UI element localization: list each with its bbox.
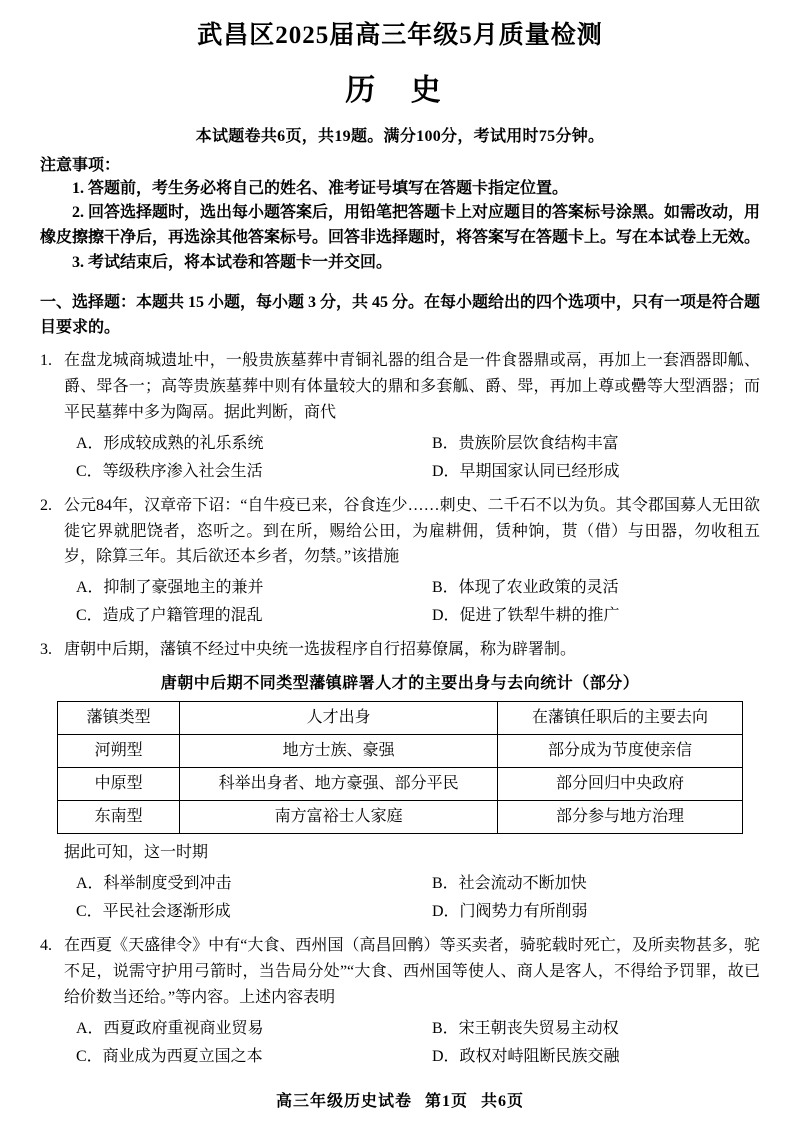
table-cell: 地方士族、豪强: [180, 735, 498, 768]
option-c[interactable]: C．等级秩序渗入社会生活: [76, 462, 263, 480]
table-cell: 东南型: [58, 801, 180, 834]
question-continuation: 据此可知，这一时期: [64, 844, 209, 862]
option-b[interactable]: B．贵族阶层饮食结构丰富: [432, 434, 619, 452]
option-c[interactable]: C．造成了户籍管理的混乱: [76, 607, 263, 625]
table-cell: 部分回归中央政府: [497, 768, 742, 801]
table-header-cell: 藩镇类型: [58, 702, 180, 735]
question-item: [40, 348, 760, 486]
question-table: [40, 671, 760, 834]
option-d[interactable]: D．门阀势力有所削弱: [432, 903, 588, 921]
footer-total-label: 共6页: [481, 1093, 525, 1110]
notice-item: 3. 考试结束后，将本试卷和答题卡一并交回。: [72, 253, 393, 271]
option-list: [64, 870, 760, 926]
question-text: 公元84年，汉章帝下诏：“自牛疫已来，谷食连少……刺史、二千石不以为负。其令郡国募人无田欲徙它界就肥饶者，恣听之。到在所，赐给公田，为雇耕佣，赁种饷，贳（借）与田器，勿收租五岁，除算三年。其后欲还本乡者，勿禁。”该措施: [64, 496, 760, 566]
option-b[interactable]: B．宋王朝丧失贸易主动权: [432, 1019, 619, 1037]
option-list: [64, 430, 760, 486]
exam-meta: 本试题卷共6页，共19题。满分100分，考试用时75分钟。: [195, 127, 605, 145]
table-cell: 部分成为节度使亲信: [497, 735, 742, 768]
page-footer: [0, 1088, 800, 1111]
option-a[interactable]: A．西夏政府重视商业贸易: [76, 1019, 264, 1037]
question-text: 唐朝中后期，藩镇不经过中央统一选拔程序自行招募僚属，称为辟署制。: [64, 641, 577, 659]
question-text: 在西夏《天盛律令》中有“大食、西州国（高昌回鹘）等买卖者，骑驼载时死亡，及所卖物甚多，驼不足，说需守护用弓箭时，当告局分处”“大食、西州国等使人、商人是客人，不得给予罚罪，故已给价数当还给。”等内容。上述内容表明: [64, 937, 760, 1006]
option-d[interactable]: D．促进了铁犁牛耕的推广: [432, 607, 620, 625]
question-number: 4.: [40, 937, 52, 955]
option-a[interactable]: A．形成较成熟的礼乐系统: [76, 434, 264, 452]
notice-heading: 注意事项：: [40, 156, 121, 174]
subject-title: 历 史: [345, 73, 455, 107]
question-text: 在盘龙城商城遗址中，一般贵族墓葬中青铜礼器的组合是一件食器鼎或鬲，再加上一套酒器即觚、爵、斝各一；高等贵族墓葬中则有体量较大的鼎和多套觚、爵、斝，再加上尊或罍等大型酒器；而平民墓葬中多为陶鬲。据此判断，商代: [64, 351, 760, 421]
option-list: [64, 1015, 760, 1071]
table-header-cell: 人才出身: [180, 702, 498, 735]
option-c[interactable]: C．平民社会逐渐形成: [76, 903, 231, 921]
table-caption: 唐朝中后期不同类型藩镇辟署人才的主要出身与去向统计（部分）: [160, 675, 640, 693]
option-d[interactable]: D．早期国家认同已经形成: [432, 462, 620, 480]
notice-item: 2. 回答选择题时，选出每小题答案后，用铅笔把答题卡上对应题目的答案标号涂黑。如需改动，用橡皮擦擦干净后，再选涂其他答案标号。回答非选择题时，将答案写在答题卡上。写在本试卷上无效。: [40, 204, 761, 247]
table-row: [58, 801, 743, 834]
option-c[interactable]: C．商业成为西夏立国之本: [76, 1047, 263, 1065]
footer-doc-label: 高三年级历史试卷: [275, 1093, 412, 1110]
page-title: 武昌区2025届高三年级5月质量检测: [197, 22, 603, 49]
notice-item: 1. 答题前，考生务必将自己的姓名、准考证号填写在答题卡指定位置。: [72, 179, 569, 197]
table-cell: 中原型: [58, 768, 180, 801]
table-header-row: [58, 702, 743, 735]
question-item: [40, 637, 760, 926]
option-d[interactable]: D．政权对峙阻断民族交融: [432, 1047, 620, 1065]
question-number: 3.: [40, 641, 52, 659]
footer-page-label: 第1页: [424, 1093, 468, 1110]
option-b[interactable]: B．社会流动不断加快: [432, 875, 587, 893]
table-cell: 科举出身者、地方豪强、部分平民: [180, 768, 498, 801]
section-heading: 一、选择题：本题共 15 小题，每小题 3 分，共 45 分。在每小题给出的四个选项中，只有一项是符合题目要求的。: [40, 293, 761, 337]
table-cell: 南方富裕士人家庭: [180, 801, 498, 834]
table-header-cell: 在藩镇任职后的主要去向: [497, 702, 742, 735]
question-number: 2.: [40, 496, 52, 514]
question-number: 1.: [40, 351, 52, 369]
option-a[interactable]: A．科举制度受到冲击: [76, 875, 232, 893]
option-list: [64, 574, 760, 630]
table-row: [58, 768, 743, 801]
question-item: [40, 493, 760, 631]
question-item: [40, 933, 760, 1071]
table-cell: 河朔型: [58, 735, 180, 768]
table-row: [58, 735, 743, 768]
option-b[interactable]: B．体现了农业政策的灵活: [432, 579, 619, 597]
option-a[interactable]: A．抑制了豪强地主的兼并: [76, 579, 264, 597]
table: [57, 701, 743, 834]
table-cell: 部分参与地方治理: [497, 801, 742, 834]
